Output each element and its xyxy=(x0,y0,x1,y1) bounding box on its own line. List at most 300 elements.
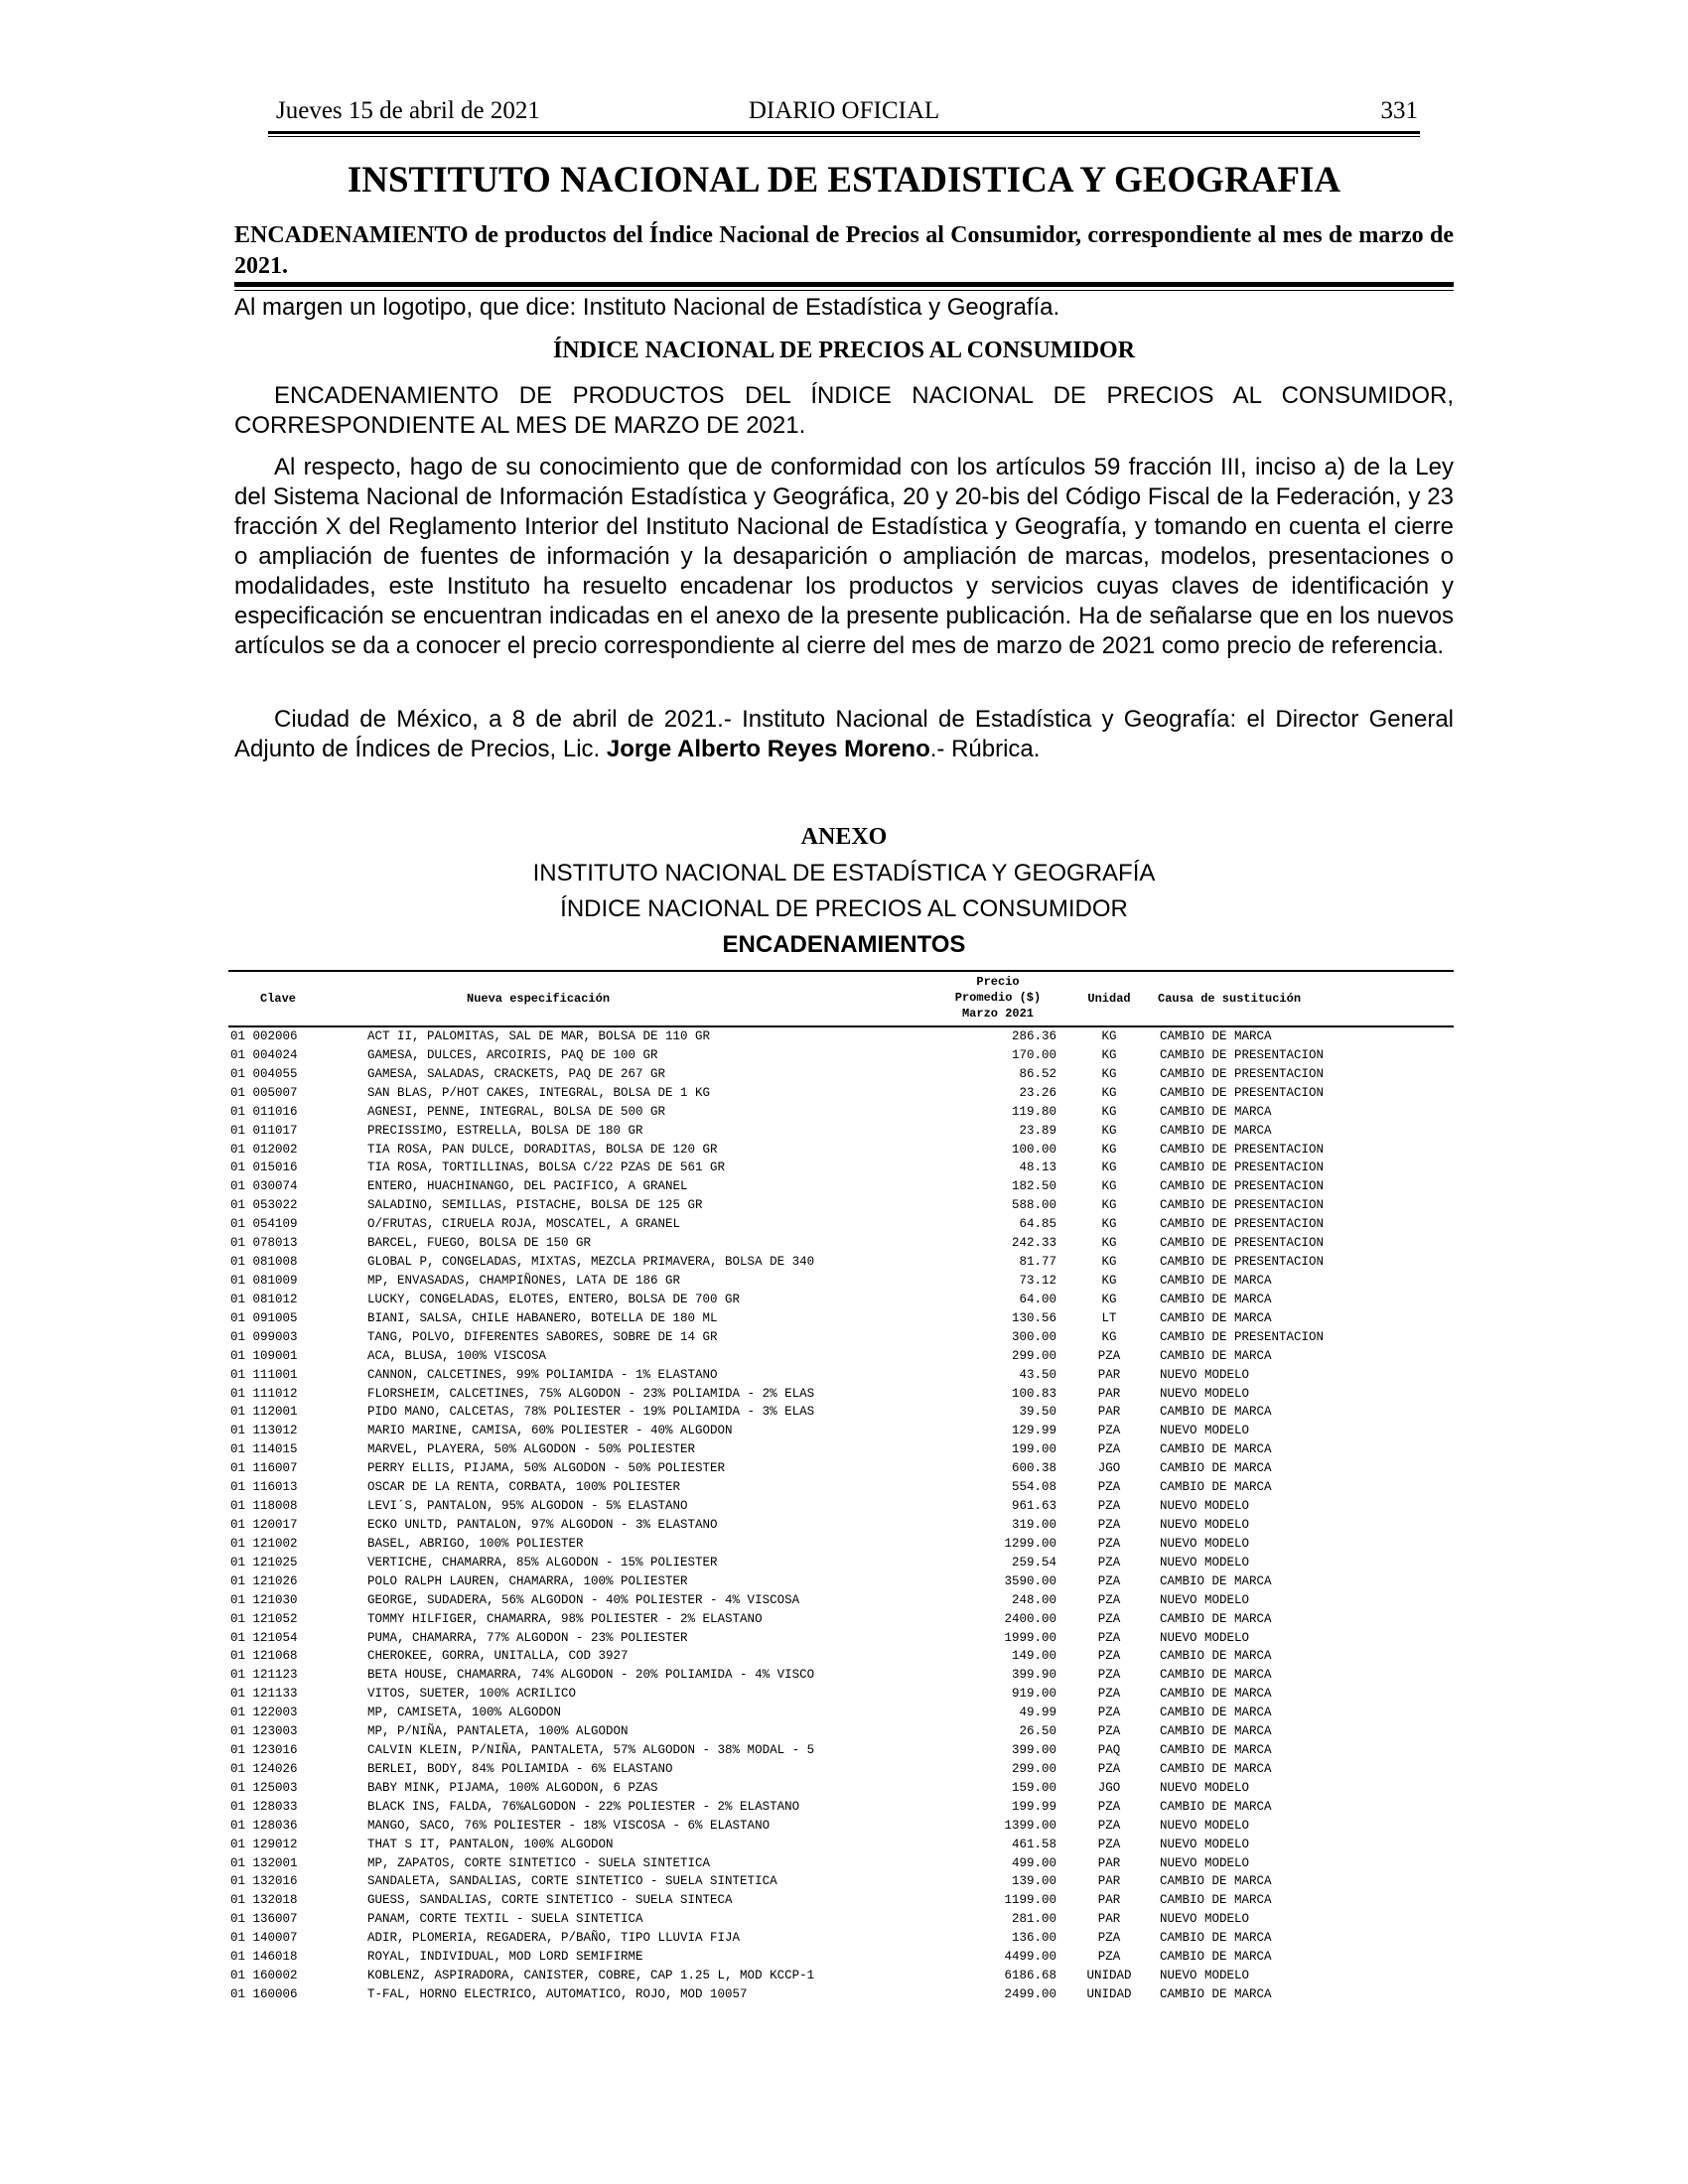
table-row xyxy=(228,1872,1454,1891)
cell-unidad: PAQ xyxy=(1097,1743,1121,1758)
cell-precio: 64.85 xyxy=(1019,1217,1056,1232)
cell-unidad: PZA xyxy=(1097,1761,1121,1776)
cell-precio: 149.00 xyxy=(1011,1649,1056,1664)
cell-causa: NUEVO MODELO xyxy=(1160,1780,1250,1795)
cell-precio: 64.00 xyxy=(1019,1292,1056,1306)
cell-causa: CAMBIO DE MARCA xyxy=(1160,1649,1272,1664)
table-row xyxy=(228,1440,1454,1459)
inpc-title: ÍNDICE NACIONAL DE PRECIOS AL CONSUMIDOR xyxy=(552,338,1136,363)
cell-precio: 399.00 xyxy=(1011,1743,1056,1758)
annex-title: ANEXO xyxy=(800,824,888,850)
cell-precio: 3590.00 xyxy=(1004,1573,1056,1588)
cell-especificacion: MP, P/NIÑA, PANTALETA, 100% ALGODON xyxy=(367,1724,629,1739)
header-rule-thin xyxy=(268,136,1420,137)
cell-precio: 199.00 xyxy=(1011,1442,1056,1457)
cell-especificacion: ACA, BLUSA, 100% VISCOSA xyxy=(367,1348,547,1363)
table-row xyxy=(228,1685,1454,1704)
cell-clave: 01 123016 xyxy=(230,1743,298,1758)
cell-clave: 01 004024 xyxy=(230,1047,298,1062)
cell-precio: 588.00 xyxy=(1011,1198,1056,1213)
cell-precio: 39.50 xyxy=(1019,1405,1056,1420)
cell-causa: CAMBIO DE PRESENTACION xyxy=(1160,1329,1325,1344)
cell-unidad: KG xyxy=(1101,1085,1117,1100)
cell-clave: 01 099003 xyxy=(230,1329,298,1344)
table-row xyxy=(228,1516,1454,1535)
table-row xyxy=(228,1459,1454,1478)
cell-unidad: KG xyxy=(1101,1329,1117,1344)
cell-clave: 01 111001 xyxy=(230,1367,298,1382)
cell-unidad: JGO xyxy=(1097,1461,1121,1476)
cell-causa: CAMBIO DE PRESENTACION xyxy=(1160,1217,1325,1232)
cell-unidad: KG xyxy=(1101,1179,1117,1194)
cell-unidad: PAR xyxy=(1097,1386,1121,1401)
table-row xyxy=(228,1309,1454,1328)
cell-precio: 919.00 xyxy=(1011,1687,1056,1702)
cell-causa: CAMBIO DE PRESENTACION xyxy=(1160,1047,1325,1062)
cell-unidad: PZA xyxy=(1097,1687,1121,1702)
cell-causa: CAMBIO DE MARCA xyxy=(1160,1987,1272,2002)
cell-unidad: KG xyxy=(1101,1273,1117,1288)
header-page-number: 331 xyxy=(1380,97,1418,124)
table-row xyxy=(228,1403,1454,1422)
cell-unidad: PAR xyxy=(1097,1855,1121,1870)
cell-clave: 01 114015 xyxy=(230,1442,298,1457)
cell-clave: 01 081009 xyxy=(230,1273,298,1288)
cell-especificacion: PIDO MANO, CALCETAS, 78% POLIESTER - 19% POLIAMIDA - 3% ELAS xyxy=(367,1405,815,1420)
table-row xyxy=(228,1366,1454,1385)
cell-precio: 43.50 xyxy=(1019,1367,1056,1382)
cell-precio: 86.52 xyxy=(1019,1066,1056,1081)
cell-causa: NUEVO MODELO xyxy=(1160,1386,1250,1401)
cell-unidad: KG xyxy=(1101,1217,1117,1232)
cell-clave: 01 081008 xyxy=(230,1255,298,1270)
cell-causa: CAMBIO DE MARCA xyxy=(1160,1668,1272,1683)
cell-clave: 01 113012 xyxy=(230,1424,298,1438)
table-header xyxy=(228,972,1454,1025)
cell-precio: 600.38 xyxy=(1011,1461,1056,1476)
cell-precio: 1999.00 xyxy=(1004,1630,1056,1645)
table-row xyxy=(228,1084,1454,1103)
cell-unidad: KG xyxy=(1101,1160,1117,1175)
cell-especificacion: ADIR, PLOMERIA, REGADERA, P/BAÑO, TIPO LLUVIA FIJA xyxy=(367,1931,741,1946)
cell-precio: 242.33 xyxy=(1011,1236,1056,1251)
annex-subtitle-encadenamientos: ENCADENAMIENTOS xyxy=(722,931,966,958)
cell-causa: CAMBIO DE MARCA xyxy=(1160,1480,1272,1495)
table-row xyxy=(228,1196,1454,1215)
table-row xyxy=(228,1215,1454,1234)
cell-clave: 01 121002 xyxy=(230,1536,298,1551)
cell-especificacion: BETA HOUSE, CHAMARRA, 74% ALGODON - 20% POLIAMIDA - 4% VISCO xyxy=(367,1668,815,1683)
table-row xyxy=(228,1948,1454,1967)
cell-causa: CAMBIO DE MARCA xyxy=(1160,1442,1272,1457)
cell-unidad: KG xyxy=(1101,1142,1117,1157)
header-date: Jueves 15 de abril de 2021 xyxy=(276,97,540,124)
table-row xyxy=(228,1234,1454,1253)
cell-especificacion: CHEROKEE, GORRA, UNITALLA, COD 3927 xyxy=(367,1649,629,1664)
cell-clave: 01 121025 xyxy=(230,1555,298,1570)
cell-precio: 100.83 xyxy=(1011,1386,1056,1401)
header-precio-line-1: Precio xyxy=(976,975,1020,989)
cell-especificacion: PANAM, CORTE TEXTIL - SUELA SINTETICA xyxy=(367,1912,643,1927)
cell-clave: 01 136007 xyxy=(230,1912,298,1927)
cell-clave: 01 012002 xyxy=(230,1142,298,1157)
table-row xyxy=(228,1798,1454,1817)
margin-note: Al margen un logotipo, que dice: Instituto Nacional de Estadística y Geografía. xyxy=(234,294,1060,321)
cell-precio: 136.00 xyxy=(1011,1931,1056,1946)
cell-unidad: PAR xyxy=(1097,1367,1121,1382)
cell-especificacion: AGNESI, PENNE, INTEGRAL, BOLSA DE 500 GR xyxy=(367,1104,666,1119)
cell-unidad: LT xyxy=(1101,1310,1117,1325)
cell-especificacion: GAMESA, DULCES, ARCOIRIS, PAQ DE 100 GR xyxy=(367,1047,658,1062)
cell-causa: CAMBIO DE MARCA xyxy=(1160,1310,1272,1325)
table-row xyxy=(228,1347,1454,1366)
running-header xyxy=(268,95,1420,131)
cell-causa: NUEVO MODELO xyxy=(1160,1499,1250,1514)
cell-unidad: PZA xyxy=(1097,1931,1121,1946)
cell-unidad: UNIDAD xyxy=(1086,1969,1132,1983)
cell-clave: 01 129012 xyxy=(230,1837,298,1851)
cell-causa: NUEVO MODELO xyxy=(1160,1517,1250,1532)
cell-clave: 01 116007 xyxy=(230,1461,298,1476)
table-row xyxy=(228,1760,1454,1779)
cell-causa: CAMBIO DE MARCA xyxy=(1160,1405,1272,1420)
cell-causa: CAMBIO DE MARCA xyxy=(1160,1931,1272,1946)
cell-clave: 01 116013 xyxy=(230,1480,298,1495)
annex-subtitle-index: ÍNDICE NACIONAL DE PRECIOS AL CONSUMIDOR xyxy=(560,895,1128,922)
header-precio xyxy=(914,974,1082,1022)
annex-subtitle-institute: INSTITUTO NACIONAL DE ESTADÍSTICA Y GEOGRAFÍA xyxy=(532,860,1156,887)
cell-unidad: KG xyxy=(1101,1255,1117,1270)
cell-clave: 01 078013 xyxy=(230,1236,298,1251)
cell-precio: 2499.00 xyxy=(1004,1987,1056,2002)
cell-precio: 461.58 xyxy=(1011,1837,1056,1851)
cell-especificacion: GEORGE, SUDADERA, 56% ALGODON - 40% POLIESTER - 4% VISCOSA xyxy=(367,1592,800,1607)
cell-precio: 1399.00 xyxy=(1004,1818,1056,1833)
cell-clave: 01 081012 xyxy=(230,1292,298,1306)
cell-especificacion: ECKO UNLTD, PANTALON, 97% ALGODON - 3% ELASTANO xyxy=(367,1517,718,1532)
cell-precio: 199.99 xyxy=(1011,1799,1056,1814)
table-row xyxy=(228,1535,1454,1554)
cell-unidad: KG xyxy=(1101,1292,1117,1306)
header-causa: Causa de sustitución xyxy=(1158,992,1302,1006)
header-precio-line-3: Marzo 2021 xyxy=(961,1007,1034,1021)
cell-causa: CAMBIO DE MARCA xyxy=(1160,1799,1272,1814)
cell-unidad: PZA xyxy=(1097,1649,1121,1664)
cell-unidad: PZA xyxy=(1097,1442,1121,1457)
cell-causa: CAMBIO DE MARCA xyxy=(1160,1273,1272,1288)
cell-causa: NUEVO MODELO xyxy=(1160,1367,1250,1382)
cell-especificacion: TIA ROSA, PAN DULCE, DORADITAS, BOLSA DE 120 GR xyxy=(367,1142,718,1157)
cell-especificacion: KOBLENZ, ASPIRADORA, CANISTER, COBRE, CAP 1.25 L, MOD KCCP-1 xyxy=(367,1969,815,1983)
cell-clave: 01 160002 xyxy=(230,1969,298,1983)
cell-unidad: JGO xyxy=(1097,1780,1121,1795)
table-row xyxy=(228,1554,1454,1572)
cell-clave: 01 011017 xyxy=(230,1123,298,1138)
table-row xyxy=(228,1272,1454,1291)
cell-precio: 170.00 xyxy=(1011,1047,1056,1062)
cell-precio: 139.00 xyxy=(1011,1874,1056,1889)
cell-precio: 129.99 xyxy=(1011,1424,1056,1438)
section-rule-thin xyxy=(234,290,1454,291)
cell-precio: 1299.00 xyxy=(1004,1536,1056,1551)
section-rule-thick xyxy=(234,282,1454,287)
cell-causa: CAMBIO DE MARCA xyxy=(1160,1573,1272,1588)
table-row xyxy=(228,1967,1454,1985)
cell-unidad: PZA xyxy=(1097,1555,1121,1570)
cell-precio: 299.00 xyxy=(1011,1761,1056,1776)
cell-unidad: PZA xyxy=(1097,1517,1121,1532)
table-row xyxy=(228,1891,1454,1910)
table-row xyxy=(228,1985,1454,2004)
cell-especificacion: BIANI, SALSA, CHILE HABANERO, BOTELLA DE 180 ML xyxy=(367,1310,718,1325)
cell-precio: 554.08 xyxy=(1011,1480,1056,1495)
cell-unidad: KG xyxy=(1101,1236,1117,1251)
cell-clave: 01 132018 xyxy=(230,1893,298,1908)
cell-causa: NUEVO MODELO xyxy=(1160,1837,1250,1851)
cell-causa: CAMBIO DE PRESENTACION xyxy=(1160,1066,1325,1081)
table-row xyxy=(228,1103,1454,1122)
cell-causa: CAMBIO DE MARCA xyxy=(1160,1029,1272,1043)
cell-clave: 01 128033 xyxy=(230,1799,298,1814)
cell-causa: CAMBIO DE MARCA xyxy=(1160,1461,1272,1476)
cell-clave: 01 140007 xyxy=(230,1931,298,1946)
cell-unidad: PZA xyxy=(1097,1536,1121,1551)
cell-precio: 48.13 xyxy=(1019,1160,1056,1175)
table-row xyxy=(228,1572,1454,1591)
cell-precio: 130.56 xyxy=(1011,1310,1056,1325)
signature-tail: .- Rúbrica. xyxy=(929,736,1041,762)
cell-clave: 01 112001 xyxy=(230,1405,298,1420)
cell-especificacion: MARIO MARINE, CAMISA, 60% POLIESTER - 40% ALGODON xyxy=(367,1424,733,1438)
cell-precio: 961.63 xyxy=(1011,1499,1056,1514)
cell-clave: 01 091005 xyxy=(230,1310,298,1325)
cell-precio: 2400.00 xyxy=(1004,1611,1056,1626)
cell-especificacion: POLO RALPH LAUREN, CHAMARRA, 100% POLIESTER xyxy=(367,1573,688,1588)
cell-precio: 300.00 xyxy=(1011,1329,1056,1344)
cell-precio: 4499.00 xyxy=(1004,1950,1056,1965)
cell-clave: 01 121054 xyxy=(230,1630,298,1645)
cell-clave: 01 111012 xyxy=(230,1386,298,1401)
header-publication: DIARIO OFICIAL xyxy=(748,97,940,124)
cell-clave: 01 132016 xyxy=(230,1874,298,1889)
table-row xyxy=(228,1610,1454,1629)
cell-unidad: KG xyxy=(1101,1029,1117,1043)
table-row xyxy=(228,1722,1454,1741)
cell-especificacion: TIA ROSA, TORTILLINAS, BOLSA C/22 PZAS DE 561 GR xyxy=(367,1160,726,1175)
cell-unidad: PZA xyxy=(1097,1706,1121,1720)
signature-paragraph xyxy=(234,705,1454,764)
cell-unidad: PAR xyxy=(1097,1405,1121,1420)
table-row xyxy=(228,1478,1454,1497)
cell-unidad: PZA xyxy=(1097,1592,1121,1607)
cell-unidad: PAR xyxy=(1097,1912,1121,1927)
table-row xyxy=(228,1929,1454,1948)
cell-precio: 81.77 xyxy=(1019,1255,1056,1270)
cell-especificacion: GUESS, SANDALIAS, CORTE SINTETICO - SUELA SINTECA xyxy=(367,1893,733,1908)
cell-unidad: PZA xyxy=(1097,1630,1121,1645)
table-row xyxy=(228,1910,1454,1929)
paragraph-subject: ENCADENAMIENTO DE PRODUCTOS DEL ÍNDICE NACIONAL DE PRECIOS AL CONSUMIDOR, CORRESPONDIENTE AL MES DE MARZO DE 2021. xyxy=(234,382,1454,439)
cell-causa: NUEVO MODELO xyxy=(1160,1969,1250,1983)
table-row xyxy=(228,1497,1454,1516)
cell-clave: 01 123003 xyxy=(230,1724,298,1739)
cell-precio: 1199.00 xyxy=(1004,1893,1056,1908)
signatory-name: Jorge Alberto Reyes Moreno xyxy=(606,736,930,762)
cell-unidad: PAR xyxy=(1097,1893,1121,1908)
cell-clave: 01 121123 xyxy=(230,1668,298,1683)
table-row xyxy=(228,1328,1454,1347)
cell-clave: 01 015016 xyxy=(230,1160,298,1175)
cell-especificacion: VERTICHE, CHAMARRA, 85% ALGODON - 15% POLIESTER xyxy=(367,1555,718,1570)
table-row xyxy=(228,1385,1454,1404)
cell-especificacion: PRECISSIMO, ESTRELLA, BOLSA DE 180 GR xyxy=(367,1123,643,1138)
table-row xyxy=(228,1591,1454,1610)
cell-especificacion: ACT II, PALOMITAS, SAL DE MAR, BOLSA DE 110 GR xyxy=(367,1029,711,1043)
cell-causa: CAMBIO DE PRESENTACION xyxy=(1160,1255,1325,1270)
cell-precio: 259.54 xyxy=(1011,1555,1056,1570)
cell-unidad: PZA xyxy=(1097,1818,1121,1833)
table-row xyxy=(228,1704,1454,1722)
table-row xyxy=(228,1122,1454,1141)
header-rule-thick xyxy=(268,131,1420,134)
cell-causa: NUEVO MODELO xyxy=(1160,1555,1250,1570)
table-row xyxy=(228,1666,1454,1685)
encadenamiento-lead: ENCADENAMIENTO de productos del Índice Nacional de Precios al Consumidor, correspondiente al mes de marzo de 2021. xyxy=(234,222,1454,279)
table-row xyxy=(228,1422,1454,1440)
header-clave: Clave xyxy=(260,992,297,1006)
table-row xyxy=(228,1046,1454,1065)
cell-causa: NUEVO MODELO xyxy=(1160,1536,1250,1551)
cell-precio: 319.00 xyxy=(1011,1517,1056,1532)
cell-especificacion: BARCEL, FUEGO, BOLSA DE 150 GR xyxy=(367,1236,592,1251)
table-row xyxy=(228,1836,1454,1854)
cell-especificacion: OSCAR DE LA RENTA, CORBATA, 100% POLIESTER xyxy=(367,1480,681,1495)
cell-especificacion: GAMESA, SALADAS, CRACKETS, PAQ DE 267 GR xyxy=(367,1066,666,1081)
cell-unidad: KG xyxy=(1101,1047,1117,1062)
cell-causa: CAMBIO DE PRESENTACION xyxy=(1160,1236,1325,1251)
cell-clave: 01 120017 xyxy=(230,1517,298,1532)
cell-precio: 119.80 xyxy=(1011,1104,1056,1119)
cell-especificacion: TANG, POLVO, DIFERENTES SABORES, SOBRE DE 14 GR xyxy=(367,1329,718,1344)
cell-clave: 01 132001 xyxy=(230,1855,298,1870)
cell-clave: 01 121052 xyxy=(230,1611,298,1626)
table-row xyxy=(228,1647,1454,1666)
cell-especificacion: ROYAL, INDIVIDUAL, MOD LORD SEMIFIRME xyxy=(367,1950,643,1965)
cell-precio: 182.50 xyxy=(1011,1179,1056,1194)
cell-causa: NUEVO MODELO xyxy=(1160,1855,1250,1870)
paragraph-body: Al respecto, hago de su conocimiento que de conformidad con los artículos 59 fracción III, inciso a) de la Ley del Sistema Nacional de Información Estadística y Geográfica, 20 y 20-bis del Código Fiscal de la Federación, y 23 fracción X del Reglamento Interior del Instituto Nacional de Estadística y Geografía, y tomando en cuenta el cierre o ampliación de fuentes de información y la desaparición o ampliación de marcas, modelos, presentaciones o modalidades, este Instituto ha resuelto encadenar los productos y servicios cuyas claves de identificación y especificación se encuentran indicadas en el anexo de la presente publicación. Ha de señalarse que en los nuevos artículos se da a conocer el precio correspondiente al cierre del mes de marzo de 2021 como precio de referencia. xyxy=(234,454,1454,659)
cell-clave: 01 011016 xyxy=(230,1104,298,1119)
cell-especificacion: TOMMY HILFIGER, CHAMARRA, 98% POLIESTER - 2% ELASTANO xyxy=(367,1611,763,1626)
cell-causa: CAMBIO DE MARCA xyxy=(1160,1292,1272,1306)
cell-causa: CAMBIO DE MARCA xyxy=(1160,1104,1272,1119)
cell-clave: 01 146018 xyxy=(230,1950,298,1965)
cell-especificacion: T-FAL, HORNO ELECTRICO, AUTOMATICO, ROJO, MOD 10057 xyxy=(367,1987,748,2002)
cell-unidad: KG xyxy=(1101,1104,1117,1119)
cell-causa: CAMBIO DE PRESENTACION xyxy=(1160,1160,1325,1175)
cell-causa: NUEVO MODELO xyxy=(1160,1424,1250,1438)
cell-especificacion: BERLEI, BODY, 84% POLIAMIDA - 6% ELASTANO xyxy=(367,1761,673,1776)
cell-precio: 23.89 xyxy=(1019,1123,1056,1138)
cell-unidad: PZA xyxy=(1097,1573,1121,1588)
table-row xyxy=(228,1177,1454,1196)
cell-clave: 01 121030 xyxy=(230,1592,298,1607)
cell-causa: CAMBIO DE MARCA xyxy=(1160,1123,1272,1138)
cell-unidad: KG xyxy=(1101,1198,1117,1213)
cell-causa: CAMBIO DE MARCA xyxy=(1160,1893,1272,1908)
cell-especificacion: MARVEL, PLAYERA, 50% ALGODON - 50% POLIESTER xyxy=(367,1442,696,1457)
cell-clave: 01 121026 xyxy=(230,1573,298,1588)
cell-especificacion: CALVIN KLEIN, P/NIÑA, PANTALETA, 57% ALGODON - 38% MODAL - 5 xyxy=(367,1743,815,1758)
cell-causa: NUEVO MODELO xyxy=(1160,1592,1250,1607)
cell-causa: CAMBIO DE PRESENTACION xyxy=(1160,1179,1325,1194)
cell-clave: 01 160006 xyxy=(230,1987,298,2002)
cell-especificacion: LEVI´S, PANTALON, 95% ALGODON - 5% ELASTANO xyxy=(367,1499,688,1514)
cell-unidad: KG xyxy=(1101,1066,1117,1081)
cell-especificacion: PUMA, CHAMARRA, 77% ALGODON - 23% POLIESTER xyxy=(367,1630,688,1645)
cell-precio: 281.00 xyxy=(1011,1912,1056,1927)
cell-especificacion: ENTERO, HUACHINANGO, DEL PACIFICO, A GRANEL xyxy=(367,1179,688,1194)
table-row xyxy=(228,1741,1454,1760)
cell-especificacion: LUCKY, CONGELADAS, ELOTES, ENTERO, BOLSA DE 700 GR xyxy=(367,1292,741,1306)
table-row xyxy=(228,1065,1454,1084)
cell-clave: 01 121068 xyxy=(230,1649,298,1664)
cell-causa: NUEVO MODELO xyxy=(1160,1818,1250,1833)
cell-unidad: PZA xyxy=(1097,1799,1121,1814)
cell-especificacion: SAN BLAS, P/HOT CAKES, INTEGRAL, BOLSA DE 1 KG xyxy=(367,1085,711,1100)
cell-causa: CAMBIO DE PRESENTACION xyxy=(1160,1142,1325,1157)
cell-especificacion: VITOS, SUETER, 100% ACRILICO xyxy=(367,1687,577,1702)
cell-unidad: UNIDAD xyxy=(1086,1987,1132,2002)
cell-causa: CAMBIO DE MARCA xyxy=(1160,1724,1272,1739)
cell-especificacion: O/FRUTAS, CIRUELA ROJA, MOSCATEL, A GRANEL xyxy=(367,1217,681,1232)
cell-unidad: PZA xyxy=(1097,1611,1121,1626)
cell-clave: 01 121133 xyxy=(230,1687,298,1702)
cell-unidad: PAR xyxy=(1097,1874,1121,1889)
cell-clave: 01 124026 xyxy=(230,1761,298,1776)
table-row xyxy=(228,1291,1454,1309)
cell-clave: 01 122003 xyxy=(230,1706,298,1720)
cell-precio: 100.00 xyxy=(1011,1142,1056,1157)
cell-clave: 01 030074 xyxy=(230,1179,298,1194)
cell-especificacion: GLOBAL P, CONGELADAS, MIXTAS, MEZCLA PRIMAVERA, BOLSA DE 340 xyxy=(367,1255,815,1270)
cell-clave: 01 002006 xyxy=(230,1029,298,1043)
cell-causa: CAMBIO DE MARCA xyxy=(1160,1348,1272,1363)
cell-unidad: PZA xyxy=(1097,1424,1121,1438)
cell-clave: 01 005007 xyxy=(230,1085,298,1100)
cell-causa: CAMBIO DE MARCA xyxy=(1160,1874,1272,1889)
table-row xyxy=(228,1027,1454,1046)
cell-precio: 26.50 xyxy=(1019,1724,1056,1739)
institute-title: INSTITUTO NACIONAL DE ESTADISTICA Y GEOGRAFIA xyxy=(347,160,1341,201)
cell-precio: 73.12 xyxy=(1019,1273,1056,1288)
cell-especificacion: MANGO, SACO, 76% POLIESTER - 18% VISCOSA - 6% ELASTANO xyxy=(367,1818,771,1833)
cell-especificacion: SALADINO, SEMILLAS, PISTACHE, BOLSA DE 125 GR xyxy=(367,1198,703,1213)
cell-unidad: PZA xyxy=(1097,1499,1121,1514)
cell-precio: 299.00 xyxy=(1011,1348,1056,1363)
table-row xyxy=(228,1253,1454,1272)
cell-precio: 159.00 xyxy=(1011,1780,1056,1795)
table-row xyxy=(228,1817,1454,1836)
cell-especificacion: BLACK INS, FALDA, 76%ALGODON - 22% POLIESTER - 2% ELASTANO xyxy=(367,1799,800,1814)
cell-clave: 01 125003 xyxy=(230,1780,298,1795)
cell-causa: CAMBIO DE MARCA xyxy=(1160,1706,1272,1720)
cell-unidad: PZA xyxy=(1097,1724,1121,1739)
cell-especificacion: PERRY ELLIS, PIJAMA, 50% ALGODON - 50% POLIESTER xyxy=(367,1461,726,1476)
cell-especificacion: FLORSHEIM, CALCETINES, 75% ALGODON - 23% POLIAMIDA - 2% ELAS xyxy=(367,1386,815,1401)
cell-precio: 6186.68 xyxy=(1004,1969,1056,1983)
cell-unidad: KG xyxy=(1101,1123,1117,1138)
